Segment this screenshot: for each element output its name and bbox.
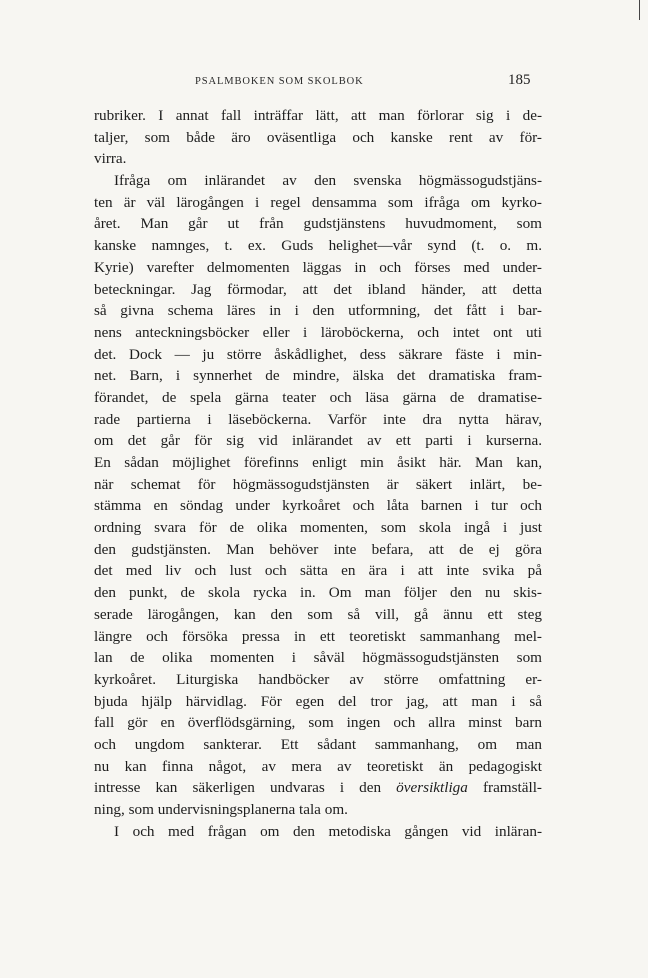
text-line: och ungdom sankterar. Ett sådant sammanhang, om man [94,735,542,753]
text-line: En sådan möjlighet förefinns enligt min åsikt här. Man kan, [94,454,542,471]
text-line: rubriker. I annat fall inträffar lätt, att man förlorar sig i de- [94,107,542,124]
text-line: net. Barn, i synnerhet de mindre, älska det dramatiska fram- [94,367,542,385]
text-line: året. Man går ut från gudstjänstens huvudmoment, som [94,215,542,233]
running-head [0,72,648,92]
text-line: det med liv och lust och sätta en ära i att inte svika på [94,562,542,580]
running-head-title: PSALMBOKEN SOM SKOLBOK [195,76,364,87]
text-segment: intresse kan säkerligen undvaras i den [94,779,382,797]
text-line: I och med frågan om den metodiska gången vid inläran- [114,822,542,840]
text-line: nu kan finna något, av mera av teoretiskt än pedagogiskt [94,757,542,775]
text-line: längre och försöka pressa in ett teoretiskt sammanhang mel- [94,627,542,645]
text-line: bjuda hjälp härvidlag. För egen del tror jag, att man i så [94,692,542,710]
text-line: lan de olika momenten i såväl högmässogudstjänsten som [94,649,542,667]
text-line: virra. [94,150,127,168]
text-line: rade partierna i läseböckerna. Varför inte dra nytta härav, [94,410,542,428]
text-line: det. Dock — ju större åskådlighet, dess säkrare fäste i min- [94,345,542,363]
text-line: om det går för sig vid inlärandet av ett parti i kurserna. [94,432,542,450]
body-text [94,105,542,842]
page-number: 185 [508,72,531,88]
text-line: den punkt, de skola rycka in. Om man följer den nu skis- [94,584,542,602]
text-line: när schemat för högmässogudstjänsten är säkert inlärt, be- [94,475,542,493]
text-line: serade lärogången, kan den som så vill, gå ännu ett steg [94,605,542,623]
text-segment: framställ- [482,779,542,797]
text-line: fall gör en överflödsgärning, som ingen och allra minst barn [94,714,542,732]
text-line: ordning svara för de olika momenten, som skola ingå i just [94,519,542,537]
italic-word: översiktliga [396,779,468,797]
text-line: nens anteckningsböcker eller i läroböckerna, och intet ont uti [94,323,542,341]
text-line: stämma en söndag under kyrkoåret och låta barnen i tur och [94,497,542,515]
text-line-with-italic [94,777,542,799]
text-line: Ifråga om inlärandet av den svenska högmässogudstjäns- [114,172,542,190]
text-line: ten är väl lärogången i regel densamma som ifråga om kyrko- [94,193,542,211]
text-line: Kyrie) varefter delmomenten läggas in och förses med under- [94,258,542,276]
text-line: ning, som undervisningsplanerna tala om. [94,801,348,818]
text-line: den gudstjänsten. Man behöver inte befara, att de ej göra [94,540,542,558]
text-line: taljer, som både äro oväsentliga och kanske rent av för- [94,128,542,146]
text-line: beteckningar. Jag förmodar, att det ibland händer, att detta [94,280,542,298]
text-line: så givna schema läres in i den utformning, det fått i bar- [94,302,542,320]
text-line: förandet, de spela gärna teater och läsa gärna de dramatise- [94,388,542,406]
text-line: kanske namnges, t. ex. Guds helighet—vår synd (t. o. m. [94,237,542,255]
text-line: kyrkoåret. Liturgiska handböcker av större omfattning er- [94,670,542,688]
page-edge-mark [639,0,640,20]
